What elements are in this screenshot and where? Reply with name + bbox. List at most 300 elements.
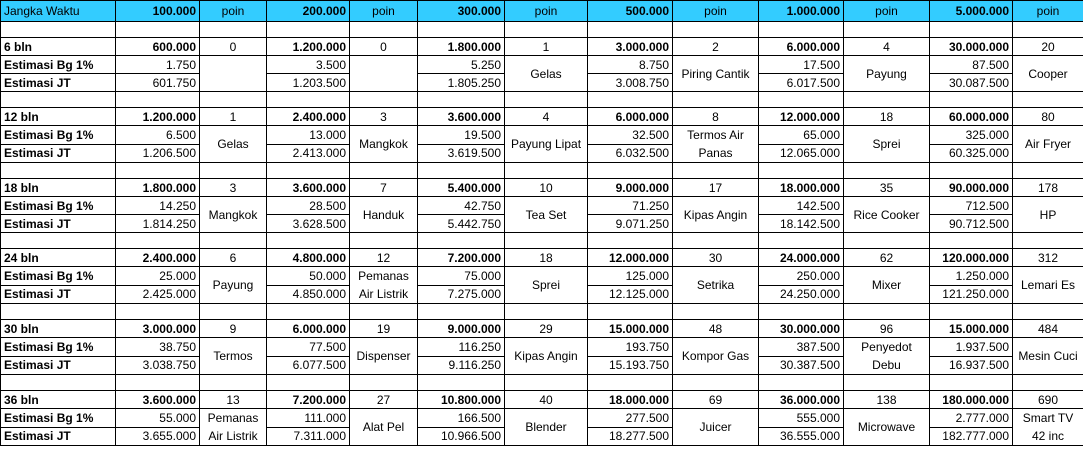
estimasi-jt-cell: 4.850.000 bbox=[267, 285, 350, 304]
gift-cell: Payung bbox=[844, 56, 930, 92]
estimasi-jt-cell: 121.250.000 bbox=[930, 285, 1013, 304]
spacer-cell bbox=[673, 233, 759, 249]
estimasi-jt-cell: 1.805.250 bbox=[418, 74, 505, 92]
poin-cell: 3 bbox=[200, 179, 267, 197]
estimasi-jt-cell: 12.065.000 bbox=[759, 144, 844, 163]
estimasi-jt-cell: 60.325.000 bbox=[930, 144, 1013, 163]
estimasi-bg-cell: 87.500 bbox=[930, 56, 1013, 74]
estimasi-bg-cell: 387.500 bbox=[759, 338, 844, 357]
poin-cell: 484 bbox=[1013, 320, 1083, 338]
total-cell: 3.000.000 bbox=[588, 38, 673, 56]
poin-cell: 3 bbox=[350, 108, 418, 126]
header-poin: poin bbox=[673, 1, 759, 22]
estimasi-bg-label: Estimasi Bg 1% bbox=[1, 409, 116, 428]
estimasi-jt-cell: 16.937.500 bbox=[930, 356, 1013, 375]
total-cell: 1.200.000 bbox=[116, 108, 200, 126]
gift-cell: Dispenser bbox=[350, 338, 418, 375]
spacer-cell bbox=[418, 375, 505, 391]
gift-cell: Smart TV 42 inc bbox=[1013, 409, 1083, 446]
gift-cell: Kipas Angin bbox=[673, 197, 759, 233]
total-cell: 3.600.000 bbox=[267, 179, 350, 197]
period-label: 30 bln bbox=[1, 320, 116, 338]
spacer-cell bbox=[1013, 304, 1083, 320]
total-cell: 3.600.000 bbox=[116, 391, 200, 409]
estimasi-jt-cell: 7.275.000 bbox=[418, 285, 505, 304]
spacer-row bbox=[1, 22, 1083, 38]
spacer-cell bbox=[844, 92, 930, 108]
estimasi-bg-cell: 111.000 bbox=[267, 409, 350, 428]
spacer-cell bbox=[116, 22, 200, 38]
total-cell: 5.400.000 bbox=[418, 179, 505, 197]
total-cell: 12.000.000 bbox=[759, 108, 844, 126]
spacer-cell bbox=[844, 163, 930, 179]
estimasi-bg-cell: 2.777.000 bbox=[930, 409, 1013, 428]
header-poin: poin bbox=[844, 1, 930, 22]
total-cell: 6.000.000 bbox=[588, 108, 673, 126]
gift-cell: HP bbox=[1013, 197, 1083, 233]
spacer-cell bbox=[1, 163, 116, 179]
spacer-cell bbox=[505, 233, 588, 249]
spacer-cell bbox=[588, 92, 673, 108]
total-cell: 10.800.000 bbox=[418, 391, 505, 409]
estimasi-bg-row bbox=[1, 56, 1083, 74]
spacer-cell bbox=[116, 233, 200, 249]
period-row bbox=[1, 320, 1083, 338]
gift-cell: Payung bbox=[200, 267, 267, 304]
gift-cell: Mangkok bbox=[200, 197, 267, 233]
poin-cell: 4 bbox=[844, 38, 930, 56]
total-cell: 60.000.000 bbox=[930, 108, 1013, 126]
header-row bbox=[1, 1, 1083, 22]
header-poin: poin bbox=[1013, 1, 1083, 22]
total-cell: 2.400.000 bbox=[116, 249, 200, 267]
gift-cell: Alat Pel bbox=[350, 409, 418, 446]
estimasi-bg-cell: 3.500 bbox=[267, 56, 350, 74]
period-row bbox=[1, 249, 1083, 267]
total-cell: 180.000.000 bbox=[930, 391, 1013, 409]
total-cell: 6.000.000 bbox=[267, 320, 350, 338]
gift-cell: Mixer bbox=[844, 267, 930, 304]
spacer-cell bbox=[505, 163, 588, 179]
spacer-cell bbox=[930, 92, 1013, 108]
spacer-cell bbox=[673, 22, 759, 38]
gift-cell: Penyedot Debu bbox=[844, 338, 930, 375]
gift-cell: Sprei bbox=[505, 267, 588, 304]
header-poin: poin bbox=[350, 1, 418, 22]
total-cell: 90.000.000 bbox=[930, 179, 1013, 197]
poin-cell: 30 bbox=[673, 249, 759, 267]
estimasi-bg-cell: 1.250.000 bbox=[930, 267, 1013, 286]
poin-cell: 7 bbox=[350, 179, 418, 197]
spacer-cell bbox=[1013, 22, 1083, 38]
estimasi-bg-cell: 6.500 bbox=[116, 126, 200, 145]
estimasi-jt-cell: 90.712.500 bbox=[930, 215, 1013, 233]
spacer-cell bbox=[930, 375, 1013, 391]
gift-cell: Kompor Gas bbox=[673, 338, 759, 375]
spacer-cell bbox=[267, 163, 350, 179]
spacer-cell bbox=[350, 163, 418, 179]
gift-cell: Termos bbox=[200, 338, 267, 375]
poin-cell: 69 bbox=[673, 391, 759, 409]
spacer-cell bbox=[1, 233, 116, 249]
poin-cell: 9 bbox=[200, 320, 267, 338]
estimasi-bg-cell: 125.000 bbox=[588, 267, 673, 286]
estimasi-jt-cell: 2.425.000 bbox=[116, 285, 200, 304]
estimasi-bg-row bbox=[1, 338, 1083, 357]
estimasi-jt-cell: 601.750 bbox=[116, 74, 200, 92]
gift-cell bbox=[350, 56, 418, 92]
spacer-cell bbox=[588, 304, 673, 320]
period-label: 6 bln bbox=[1, 38, 116, 56]
poin-cell: 1 bbox=[505, 38, 588, 56]
gift-cell: Lemari Es bbox=[1013, 267, 1083, 304]
estimasi-bg-cell: 19.500 bbox=[418, 126, 505, 145]
spacer-cell bbox=[418, 22, 505, 38]
gift-cell: Kipas Angin bbox=[505, 338, 588, 375]
total-cell: 4.800.000 bbox=[267, 249, 350, 267]
poin-cell: 27 bbox=[350, 391, 418, 409]
total-cell: 7.200.000 bbox=[418, 249, 505, 267]
gift-cell bbox=[200, 56, 267, 92]
estimasi-bg-cell: 55.000 bbox=[116, 409, 200, 428]
spacer-cell bbox=[673, 92, 759, 108]
estimasi-jt-label: Estimasi JT bbox=[1, 74, 116, 92]
spacer-cell bbox=[1013, 92, 1083, 108]
spacer-cell bbox=[930, 163, 1013, 179]
gift-cell: Piring Cantik bbox=[673, 56, 759, 92]
poin-cell: 18 bbox=[844, 108, 930, 126]
estimasi-jt-cell: 10.966.500 bbox=[418, 427, 505, 446]
estimasi-bg-row bbox=[1, 197, 1083, 215]
estimasi-bg-cell: 75.000 bbox=[418, 267, 505, 286]
header-jangka-waktu: Jangka Waktu bbox=[1, 1, 116, 22]
estimasi-bg-row bbox=[1, 409, 1083, 428]
estimasi-jt-cell: 9.116.250 bbox=[418, 356, 505, 375]
estimasi-bg-cell: 250.000 bbox=[759, 267, 844, 286]
spacer-cell bbox=[267, 304, 350, 320]
total-cell: 18.000.000 bbox=[588, 391, 673, 409]
poin-cell: 8 bbox=[673, 108, 759, 126]
poin-cell: 12 bbox=[350, 249, 418, 267]
estimasi-bg-cell: 14.250 bbox=[116, 197, 200, 215]
estimasi-jt-cell: 1.203.500 bbox=[267, 74, 350, 92]
spacer-cell bbox=[350, 233, 418, 249]
total-cell: 30.000.000 bbox=[759, 320, 844, 338]
poin-cell: 138 bbox=[844, 391, 930, 409]
total-cell: 15.000.000 bbox=[930, 320, 1013, 338]
spacer-cell bbox=[673, 304, 759, 320]
poin-cell: 10 bbox=[505, 179, 588, 197]
estimasi-jt-label: Estimasi JT bbox=[1, 427, 116, 446]
table-body bbox=[1, 1, 1083, 446]
spacer-cell bbox=[844, 304, 930, 320]
gift-cell: Gelas bbox=[200, 126, 267, 163]
estimasi-jt-cell: 3.038.750 bbox=[116, 356, 200, 375]
spacer-cell bbox=[759, 163, 844, 179]
estimasi-jt-cell: 18.142.500 bbox=[759, 215, 844, 233]
estimasi-jt-cell: 6.032.500 bbox=[588, 144, 673, 163]
spacer-cell bbox=[505, 92, 588, 108]
total-cell: 1.800.000 bbox=[418, 38, 505, 56]
period-label: 36 bln bbox=[1, 391, 116, 409]
estimasi-bg-label: Estimasi Bg 1% bbox=[1, 267, 116, 286]
spacer-cell bbox=[759, 375, 844, 391]
total-cell: 1.200.000 bbox=[267, 38, 350, 56]
total-cell: 15.000.000 bbox=[588, 320, 673, 338]
spacer-cell bbox=[200, 22, 267, 38]
spacer-cell bbox=[588, 22, 673, 38]
spacer-cell bbox=[116, 92, 200, 108]
total-cell: 9.000.000 bbox=[418, 320, 505, 338]
estimasi-bg-cell: 166.500 bbox=[418, 409, 505, 428]
estimasi-jt-cell: 3.655.000 bbox=[116, 427, 200, 446]
estimasi-jt-cell: 3.619.500 bbox=[418, 144, 505, 163]
spacer-cell bbox=[116, 375, 200, 391]
total-cell: 3.600.000 bbox=[418, 108, 505, 126]
poin-cell: 0 bbox=[350, 38, 418, 56]
poin-cell: 80 bbox=[1013, 108, 1083, 126]
spacer-row bbox=[1, 92, 1083, 108]
estimasi-jt-label: Estimasi JT bbox=[1, 144, 116, 163]
estimasi-bg-label: Estimasi Bg 1% bbox=[1, 126, 116, 145]
estimasi-bg-cell: 1.750 bbox=[116, 56, 200, 74]
period-row bbox=[1, 391, 1083, 409]
estimasi-bg-cell: 5.250 bbox=[418, 56, 505, 74]
spacer-cell bbox=[844, 22, 930, 38]
spacer-cell bbox=[200, 375, 267, 391]
estimasi-jt-cell: 2.413.000 bbox=[267, 144, 350, 163]
poin-cell: 20 bbox=[1013, 38, 1083, 56]
estimasi-bg-label: Estimasi Bg 1% bbox=[1, 197, 116, 215]
poin-cell: 178 bbox=[1013, 179, 1083, 197]
spacer-cell bbox=[588, 375, 673, 391]
gift-cell: Gelas bbox=[505, 56, 588, 92]
gift-cell: Juicer bbox=[673, 409, 759, 446]
poin-cell: 35 bbox=[844, 179, 930, 197]
total-cell: 18.000.000 bbox=[759, 179, 844, 197]
spacer-cell bbox=[1013, 233, 1083, 249]
period-label: 12 bln bbox=[1, 108, 116, 126]
gift-cell: Payung Lipat bbox=[505, 126, 588, 163]
total-cell: 600.000 bbox=[116, 38, 200, 56]
poin-cell: 48 bbox=[673, 320, 759, 338]
poin-cell: 0 bbox=[200, 38, 267, 56]
spacer-cell bbox=[267, 22, 350, 38]
spacer-cell bbox=[418, 233, 505, 249]
estimasi-bg-row bbox=[1, 267, 1083, 286]
gift-cell: Setrika bbox=[673, 267, 759, 304]
header-poin: poin bbox=[200, 1, 267, 22]
gift-cell: Pemanas Air Listrik bbox=[200, 409, 267, 446]
poin-cell: 96 bbox=[844, 320, 930, 338]
header-amount: 300.000 bbox=[418, 1, 505, 22]
spacer-cell bbox=[759, 304, 844, 320]
poin-cell: 13 bbox=[200, 391, 267, 409]
spacer-row bbox=[1, 375, 1083, 391]
header-amount: 5.000.000 bbox=[930, 1, 1013, 22]
spacer-cell bbox=[505, 375, 588, 391]
estimasi-bg-cell: 1.937.500 bbox=[930, 338, 1013, 357]
header-amount: 100.000 bbox=[116, 1, 200, 22]
poin-cell: 62 bbox=[844, 249, 930, 267]
spacer-cell bbox=[200, 92, 267, 108]
poin-cell: 29 bbox=[505, 320, 588, 338]
poin-cell: 40 bbox=[505, 391, 588, 409]
spacer-cell bbox=[418, 92, 505, 108]
estimasi-bg-cell: 50.000 bbox=[267, 267, 350, 286]
spacer-cell bbox=[930, 233, 1013, 249]
estimasi-jt-cell: 24.250.000 bbox=[759, 285, 844, 304]
gift-cell: Sprei bbox=[844, 126, 930, 163]
estimasi-bg-row bbox=[1, 126, 1083, 145]
estimasi-bg-cell: 17.500 bbox=[759, 56, 844, 74]
estimasi-bg-cell: 28.500 bbox=[267, 197, 350, 215]
spacer-cell bbox=[267, 92, 350, 108]
total-cell: 36.000.000 bbox=[759, 391, 844, 409]
spacer-cell bbox=[1, 92, 116, 108]
estimasi-bg-cell: 71.250 bbox=[588, 197, 673, 215]
estimasi-bg-cell: 116.250 bbox=[418, 338, 505, 357]
poin-cell: 6 bbox=[200, 249, 267, 267]
spacer-cell bbox=[1013, 375, 1083, 391]
estimasi-bg-cell: 13.000 bbox=[267, 126, 350, 145]
total-cell: 9.000.000 bbox=[588, 179, 673, 197]
estimasi-jt-cell: 3.008.750 bbox=[588, 74, 673, 92]
estimasi-jt-cell: 30.387.500 bbox=[759, 356, 844, 375]
period-label: 24 bln bbox=[1, 249, 116, 267]
spacer-cell bbox=[418, 163, 505, 179]
poin-cell: 4 bbox=[505, 108, 588, 126]
estimasi-bg-cell: 77.500 bbox=[267, 338, 350, 357]
poin-cell: 17 bbox=[673, 179, 759, 197]
poin-cell: 2 bbox=[673, 38, 759, 56]
poin-cell: 1 bbox=[200, 108, 267, 126]
spacer-cell bbox=[418, 304, 505, 320]
gift-cell: Cooper bbox=[1013, 56, 1083, 92]
estimasi-jt-label: Estimasi JT bbox=[1, 285, 116, 304]
spacer-row bbox=[1, 163, 1083, 179]
estimasi-jt-cell: 12.125.000 bbox=[588, 285, 673, 304]
spacer-cell bbox=[844, 233, 930, 249]
spacer-cell bbox=[200, 304, 267, 320]
spacer-cell bbox=[267, 233, 350, 249]
spacer-cell bbox=[673, 375, 759, 391]
poin-cell: 18 bbox=[505, 249, 588, 267]
gift-cell: Mangkok bbox=[350, 126, 418, 163]
header-amount: 1.000.000 bbox=[759, 1, 844, 22]
estimasi-bg-cell: 142.500 bbox=[759, 197, 844, 215]
header-amount: 500.000 bbox=[588, 1, 673, 22]
estimasi-bg-cell: 325.000 bbox=[930, 126, 1013, 145]
spacer-cell bbox=[116, 163, 200, 179]
estimasi-bg-cell: 25.000 bbox=[116, 267, 200, 286]
estimasi-jt-cell: 15.193.750 bbox=[588, 356, 673, 375]
estimasi-jt-cell: 18.277.500 bbox=[588, 427, 673, 446]
spacer-row bbox=[1, 304, 1083, 320]
estimasi-jt-label: Estimasi JT bbox=[1, 215, 116, 233]
spacer-cell bbox=[116, 304, 200, 320]
estimasi-bg-cell: 42.750 bbox=[418, 197, 505, 215]
spacer-cell bbox=[759, 92, 844, 108]
estimasi-bg-cell: 8.750 bbox=[588, 56, 673, 74]
period-label: 18 bln bbox=[1, 179, 116, 197]
gift-cell: Blender bbox=[505, 409, 588, 446]
spacer-cell bbox=[505, 304, 588, 320]
gift-cell: Handuk bbox=[350, 197, 418, 233]
spacer-cell bbox=[759, 22, 844, 38]
estimasi-bg-cell: 555.000 bbox=[759, 409, 844, 428]
spacer-cell bbox=[350, 22, 418, 38]
estimasi-jt-cell: 6.017.500 bbox=[759, 74, 844, 92]
spacer-cell bbox=[1, 304, 116, 320]
spacer-cell bbox=[350, 375, 418, 391]
spacer-cell bbox=[200, 233, 267, 249]
spacer-cell bbox=[505, 22, 588, 38]
estimasi-jt-cell: 36.555.000 bbox=[759, 427, 844, 446]
spacer-cell bbox=[350, 304, 418, 320]
total-cell: 2.400.000 bbox=[267, 108, 350, 126]
spacer-row bbox=[1, 233, 1083, 249]
total-cell: 24.000.000 bbox=[759, 249, 844, 267]
period-row bbox=[1, 38, 1083, 56]
gift-cell: Pemanas Air Listrik bbox=[350, 267, 418, 304]
spacer-cell bbox=[1, 22, 116, 38]
estimasi-jt-cell: 9.071.250 bbox=[588, 215, 673, 233]
estimasi-jt-cell: 7.311.000 bbox=[267, 427, 350, 446]
total-cell: 12.000.000 bbox=[588, 249, 673, 267]
header-poin: poin bbox=[505, 1, 588, 22]
estimasi-jt-cell: 5.442.750 bbox=[418, 215, 505, 233]
poin-cell: 312 bbox=[1013, 249, 1083, 267]
total-cell: 30.000.000 bbox=[930, 38, 1013, 56]
total-cell: 3.000.000 bbox=[116, 320, 200, 338]
spacer-cell bbox=[267, 375, 350, 391]
estimasi-bg-cell: 32.500 bbox=[588, 126, 673, 145]
gift-cell: Tea Set bbox=[505, 197, 588, 233]
spacer-cell bbox=[1013, 163, 1083, 179]
spacer-cell bbox=[930, 304, 1013, 320]
spacer-cell bbox=[930, 22, 1013, 38]
gift-cell: Termos Air Panas bbox=[673, 126, 759, 163]
total-cell: 120.000.000 bbox=[930, 249, 1013, 267]
spacer-cell bbox=[200, 163, 267, 179]
poin-cell: 19 bbox=[350, 320, 418, 338]
estimasi-bg-cell: 277.500 bbox=[588, 409, 673, 428]
spacer-cell bbox=[1, 375, 116, 391]
gift-cell: Mesin Cuci bbox=[1013, 338, 1083, 375]
poin-cell: 690 bbox=[1013, 391, 1083, 409]
estimasi-bg-cell: 38.750 bbox=[116, 338, 200, 357]
estimasi-bg-cell: 712.500 bbox=[930, 197, 1013, 215]
header-amount: 200.000 bbox=[267, 1, 350, 22]
spacer-cell bbox=[588, 233, 673, 249]
estimasi-bg-label: Estimasi Bg 1% bbox=[1, 338, 116, 357]
estimasi-jt-label: Estimasi JT bbox=[1, 356, 116, 375]
spacer-cell bbox=[673, 163, 759, 179]
period-row bbox=[1, 108, 1083, 126]
spacer-cell bbox=[588, 163, 673, 179]
estimasi-bg-cell: 193.750 bbox=[588, 338, 673, 357]
total-cell: 6.000.000 bbox=[759, 38, 844, 56]
estimasi-bg-cell: 65.000 bbox=[759, 126, 844, 145]
estimasi-jt-cell: 182.777.000 bbox=[930, 427, 1013, 446]
estimasi-jt-cell: 30.087.500 bbox=[930, 74, 1013, 92]
period-row bbox=[1, 179, 1083, 197]
estimasi-jt-cell: 3.628.500 bbox=[267, 215, 350, 233]
estimasi-jt-cell: 6.077.500 bbox=[267, 356, 350, 375]
spacer-cell bbox=[759, 233, 844, 249]
gift-cell: Air Fryer bbox=[1013, 126, 1083, 163]
